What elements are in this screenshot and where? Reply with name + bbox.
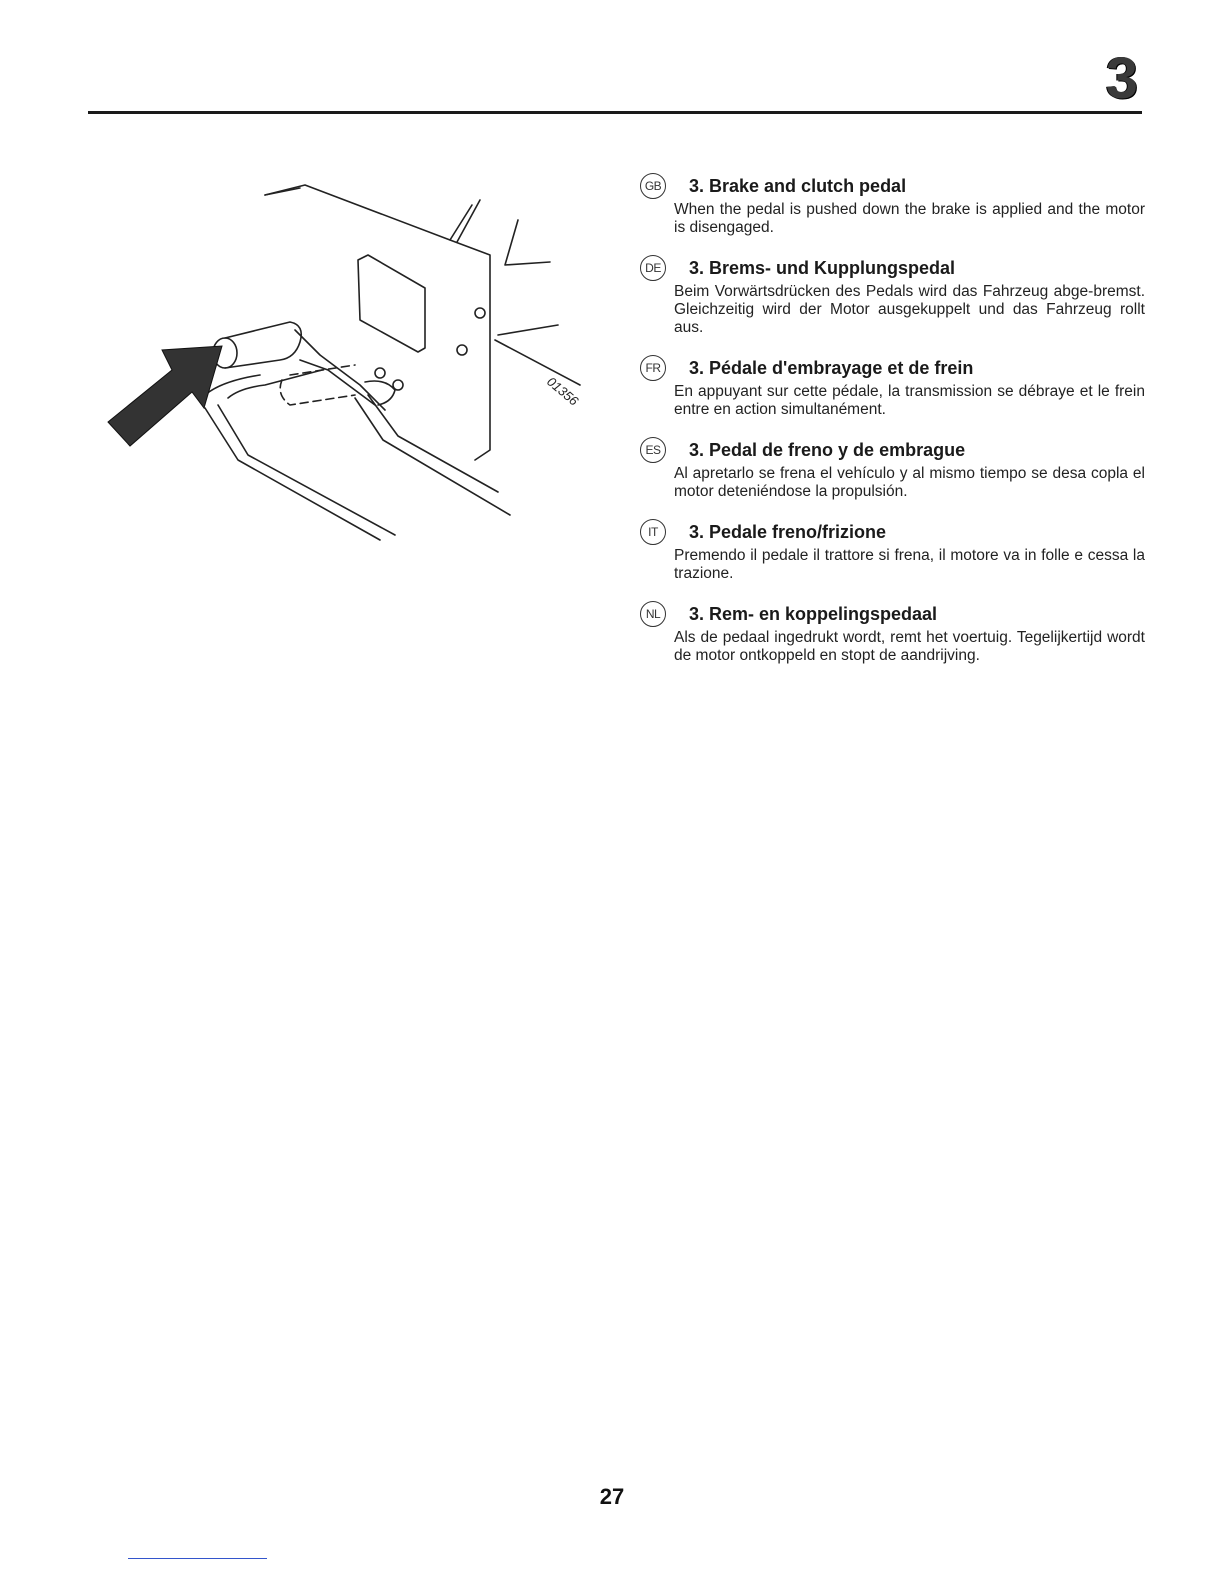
section-it [640,518,1145,583]
header-rule [88,111,1142,114]
language-badge-es: ES [640,437,666,463]
section-fr [640,354,1145,419]
section-body: Beim Vorwärtsdrücken des Pedals wird das Fahrzeug abge-bremst. Gleichzeitig wird der Motor ausgekuppelt und das Fahrzeug rollt aus. [674,283,1145,336]
section-body: When the pedal is pushed down the brake is applied and the motor is disengaged. [674,201,1145,236]
section-title: 3. Brems- und Kupplungspedal [689,257,956,278]
section-title: 3. Pedale freno/frizione [689,521,887,542]
section-title: 3. Pédale d'embrayage et de frein [689,357,974,378]
section-body: Premendo il pedale il trattore si frena, il motore va in folle e cessa la trazione. [674,547,1145,582]
section-title: 3. Pedal de freno y de embrague [689,439,966,460]
page-number: 27 [599,1484,625,1509]
instructions-list [640,172,1145,682]
section-es [640,436,1145,501]
section-gb [640,172,1145,237]
language-badge-nl: NL [640,601,666,627]
arrow-icon [108,346,222,446]
section-body: Als de pedaal ingedrukt wordt, remt het voertuig. Tegelijkertijd wordt de motor ontkoppeld en stopt de aandrijving. [674,629,1145,664]
section-body: En appuyant sur cette pédale, la transmission se débraye et le frein entre en action simultanément. [674,383,1145,418]
section-body: Al apretarlo se frena el vehículo y al mismo tiempo se desa copla el motor deteniéndose la propulsión. [674,465,1145,500]
footer-link-underline [128,1558,267,1559]
language-badge-de: DE [640,255,666,281]
section-title: 3. Brake and clutch pedal [689,175,907,196]
section-title: 3. Rem- en koppelingspedaal [689,603,938,624]
chapter-number: 3 [1105,46,1138,111]
section-nl [640,600,1145,665]
figure-code: 01356 [544,373,582,409]
language-badge-fr: FR [640,355,666,381]
section-de [640,254,1145,337]
language-badge-gb: GB [640,173,666,199]
language-badge-it: IT [640,519,666,545]
brake-pedal-illustration [100,170,600,560]
